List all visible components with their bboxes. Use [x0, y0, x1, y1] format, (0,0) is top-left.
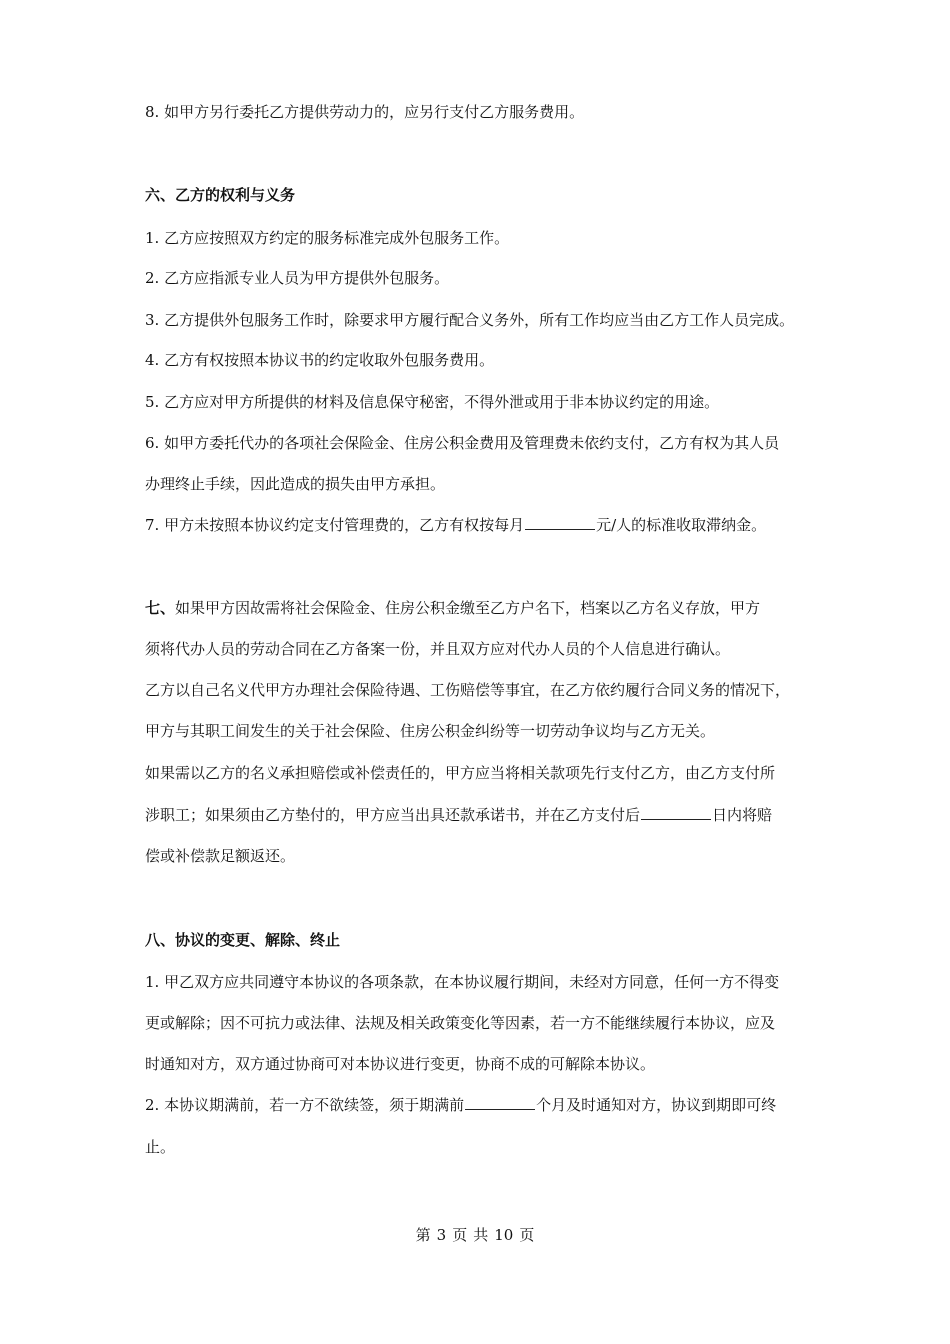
section7-para3-line1: 如果需以乙方的名义承担赔偿或补偿责任的，甲方应当将相关款项先行支付乙方，由乙方支付所	[145, 764, 776, 782]
fill-blank-line	[641, 805, 711, 820]
section7-para3-line3: 偿或补偿款足额返还。	[145, 847, 296, 865]
page-number: 3	[436, 1226, 447, 1244]
section8-item2-line1	[145, 1095, 776, 1115]
section6-item7-text-a: 7. 甲方未按照本协议约定支付管理费的，乙方有权按每月	[145, 516, 525, 534]
section6-item6-line1: 6. 如甲方委托代办的各项社会保险金、住房公积金费用及管理费未依约支付，乙方有权为其人员	[145, 434, 780, 452]
page-footer	[0, 1225, 950, 1245]
section6-item1: 1. 乙方应按照双方约定的服务标准完成外包服务工作。	[145, 229, 510, 247]
section8-item1-line2: 更或解除；因不可抗力或法律、法规及相关政策变化等因素，若一方不能继续履行本协议，应及	[145, 1014, 776, 1032]
section6-item6-line2: 办理终止手续，因此造成的损失由甲方承担。	[145, 475, 446, 493]
section6-item2: 2. 乙方应指派专业人员为甲方提供外包服务。	[145, 269, 450, 287]
section8-item2-text-b: 个月及时通知对方，协议到期即可终	[536, 1096, 777, 1114]
section6-item7	[145, 515, 766, 535]
section7-para2-line1: 乙方以自己名义代甲方办理社会保险待遇、工伤赔偿等事宜，在乙方依约履行合同义务的情况下，	[145, 681, 791, 699]
section7-para3-text-a: 涉职工；如果须由乙方垫付的，甲方应当出具还款承诺书，并在乙方支付后	[145, 806, 641, 824]
section6-item4: 4. 乙方有权按照本协议书的约定收取外包服务费用。	[145, 351, 495, 369]
section7-para1-text: 如果甲方因故需将社会保险金、住房公积金缴至乙方户名下，档案以乙方名义存放，甲方	[175, 599, 761, 617]
section6-item5: 5. 乙方应对甲方所提供的材料及信息保守秘密，不得外泄或用于非本协议约定的用途。	[145, 393, 720, 411]
page-total: 10	[494, 1226, 514, 1244]
footer-gong: 共	[473, 1226, 489, 1244]
section8-item2-line2: 止。	[145, 1138, 176, 1156]
section7-para3-line2	[145, 805, 772, 825]
fill-blank-line	[525, 515, 595, 530]
section8-item1-line1: 1. 甲乙双方应共同遵守本协议的各项条款，在本协议履行期间，未经对方同意，任何一方不得变	[145, 973, 780, 991]
section7-para2-line2: 甲方与其职工间发生的关于社会保险、住房公积金纠纷等一切劳动争议均与乙方无关。	[145, 722, 716, 740]
footer-ye-2: 页	[519, 1226, 535, 1244]
section7-heading: 七、	[145, 599, 176, 617]
section6-item3: 3. 乙方提供外包服务工作时，除要求甲方履行配合义务外，所有工作均应当由乙方工作人员完成。	[145, 311, 795, 329]
section5-item8: 8. 如甲方另行委托乙方提供劳动力的，应另行支付乙方服务费用。	[145, 103, 585, 121]
section6-item7-text-b: 元/人的标准收取滞纳金。	[596, 516, 767, 534]
section6-heading: 六、乙方的权利与义务	[145, 186, 296, 204]
section8-item2-text-a: 2. 本协议期满前，若一方不欲续签，须于期满前	[145, 1096, 465, 1114]
section7-para1-line1	[145, 598, 760, 618]
section8-heading: 八、协议的变更、解除、终止	[145, 931, 341, 949]
section7-para1-line2: 须将代办人员的劳动合同在乙方备案一份，并且双方应对代办人员的个人信息进行确认。	[145, 640, 731, 658]
footer-di: 第	[415, 1226, 431, 1244]
section7-para3-text-b: 日内将赔	[712, 806, 773, 824]
section8-item1-line3: 时通知对方，双方通过协商可对本协议进行变更，协商不成的可解除本协议。	[145, 1055, 656, 1073]
fill-blank-line	[465, 1095, 535, 1110]
footer-ye: 页	[452, 1226, 468, 1244]
